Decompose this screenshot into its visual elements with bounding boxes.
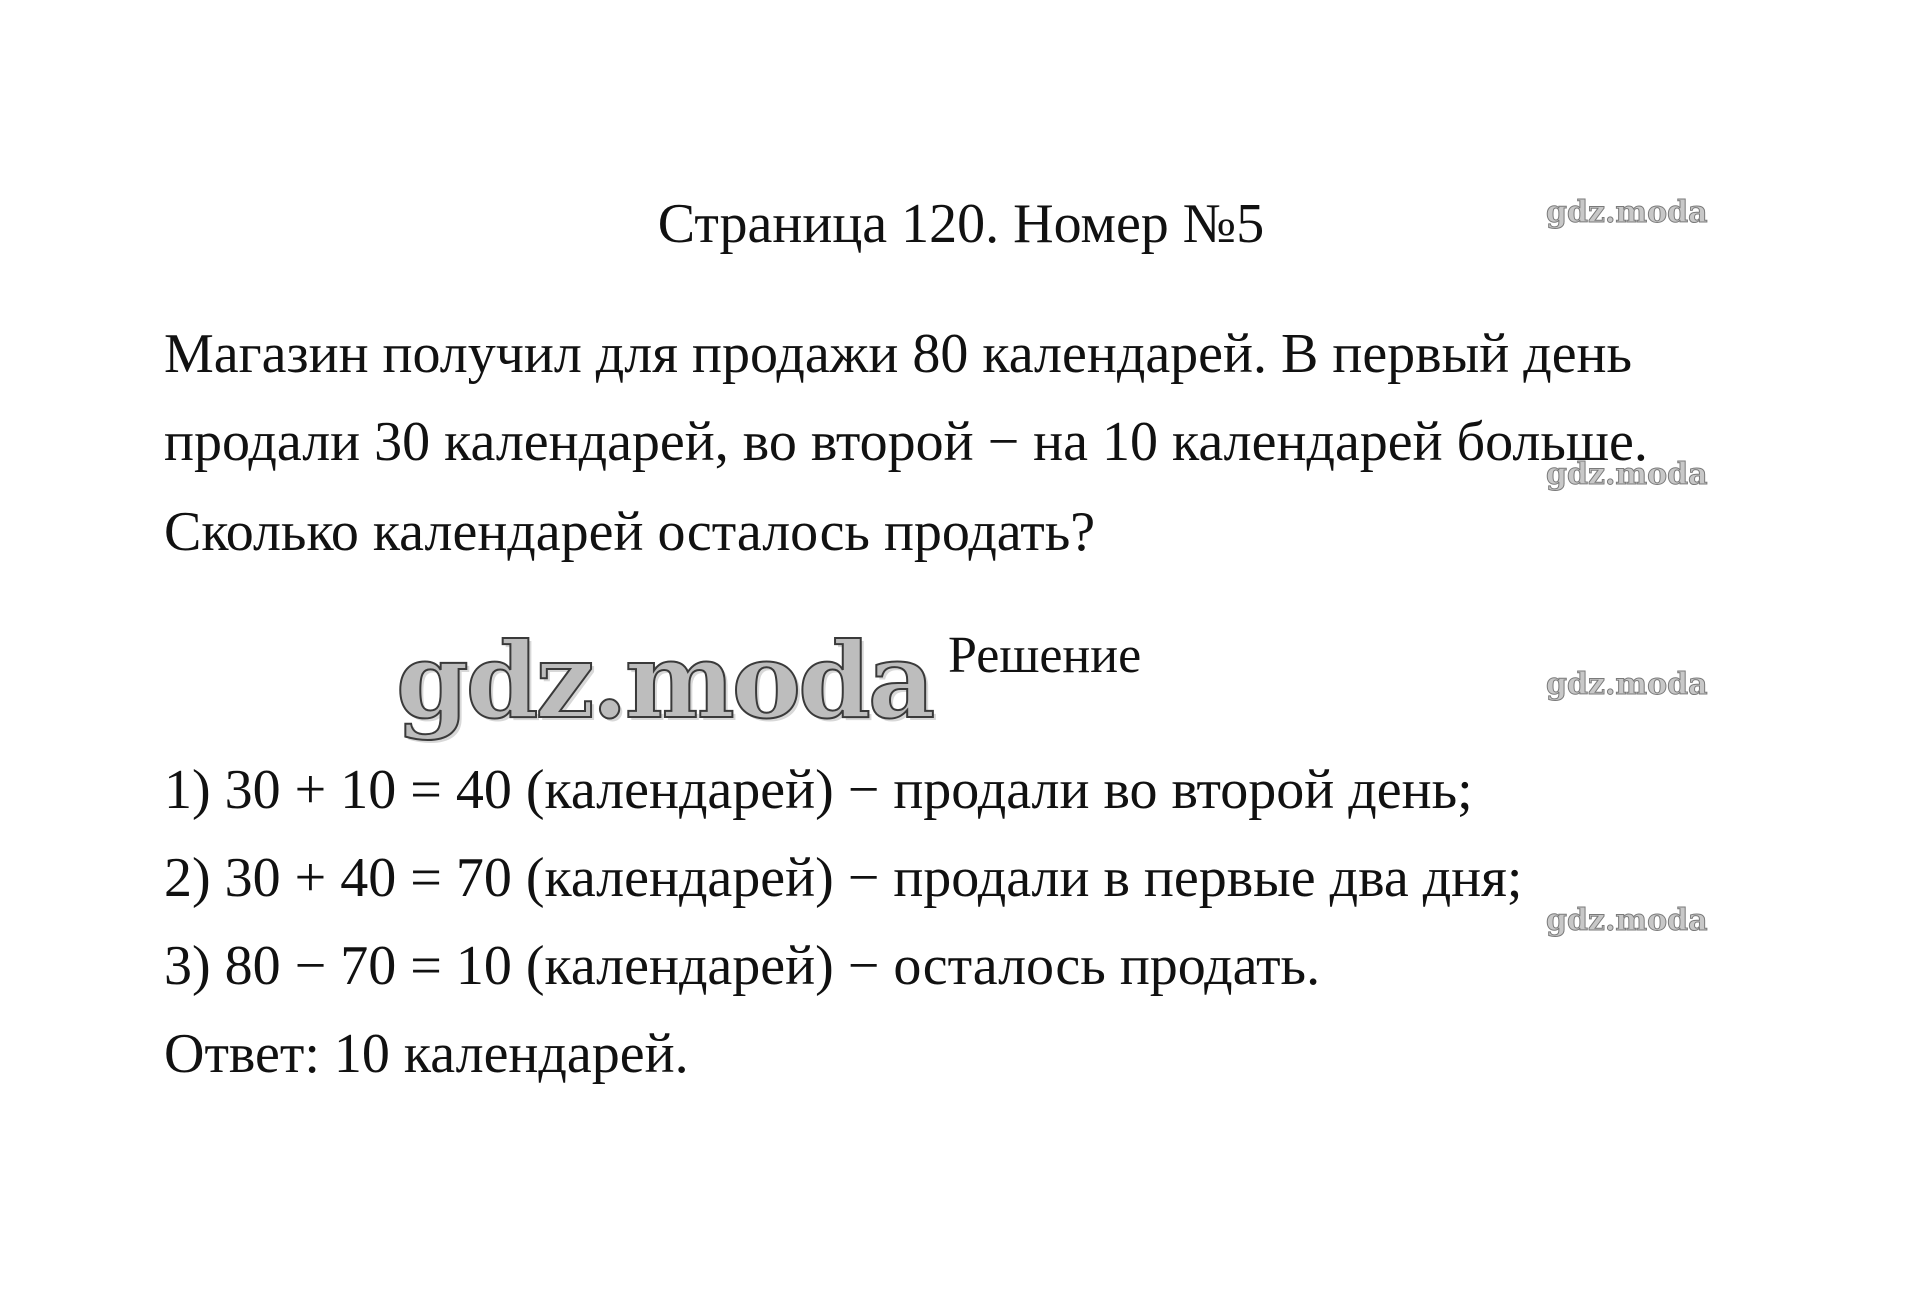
problem-text-line-1: Магазин получил для продажи 80 календарей. В первый день [164, 323, 1633, 385]
page-title: Страница 120. Номер №5 [657, 193, 1265, 255]
problem-text-line-2: продали 30 календарей, во второй − на 10 календарей больше. [164, 411, 1648, 473]
watermark-small-3: gdz.moda [1546, 667, 1708, 702]
answer-line: Ответ: 10 календарей. [164, 1023, 689, 1085]
solution-step-3: 3) 80 − 70 = 10 (календарей) − осталось продать. [164, 935, 1321, 997]
watermark-small-2: gdz.moda [1546, 457, 1708, 492]
solution-step-1: 1) 30 + 10 = 40 (календарей) − продали во второй день; [164, 759, 1473, 821]
watermark-logo-large: gdz.moda [396, 619, 933, 742]
problem-text-line-3: Сколько календарей осталось продать? [164, 501, 1096, 563]
solution-heading: Решение [948, 627, 1142, 684]
watermark-small-4: gdz.moda [1546, 903, 1708, 938]
watermark-small-1: gdz.moda [1546, 195, 1708, 230]
solution-step-2: 2) 30 + 40 = 70 (календарей) − продали в первые два дня; [164, 847, 1523, 909]
